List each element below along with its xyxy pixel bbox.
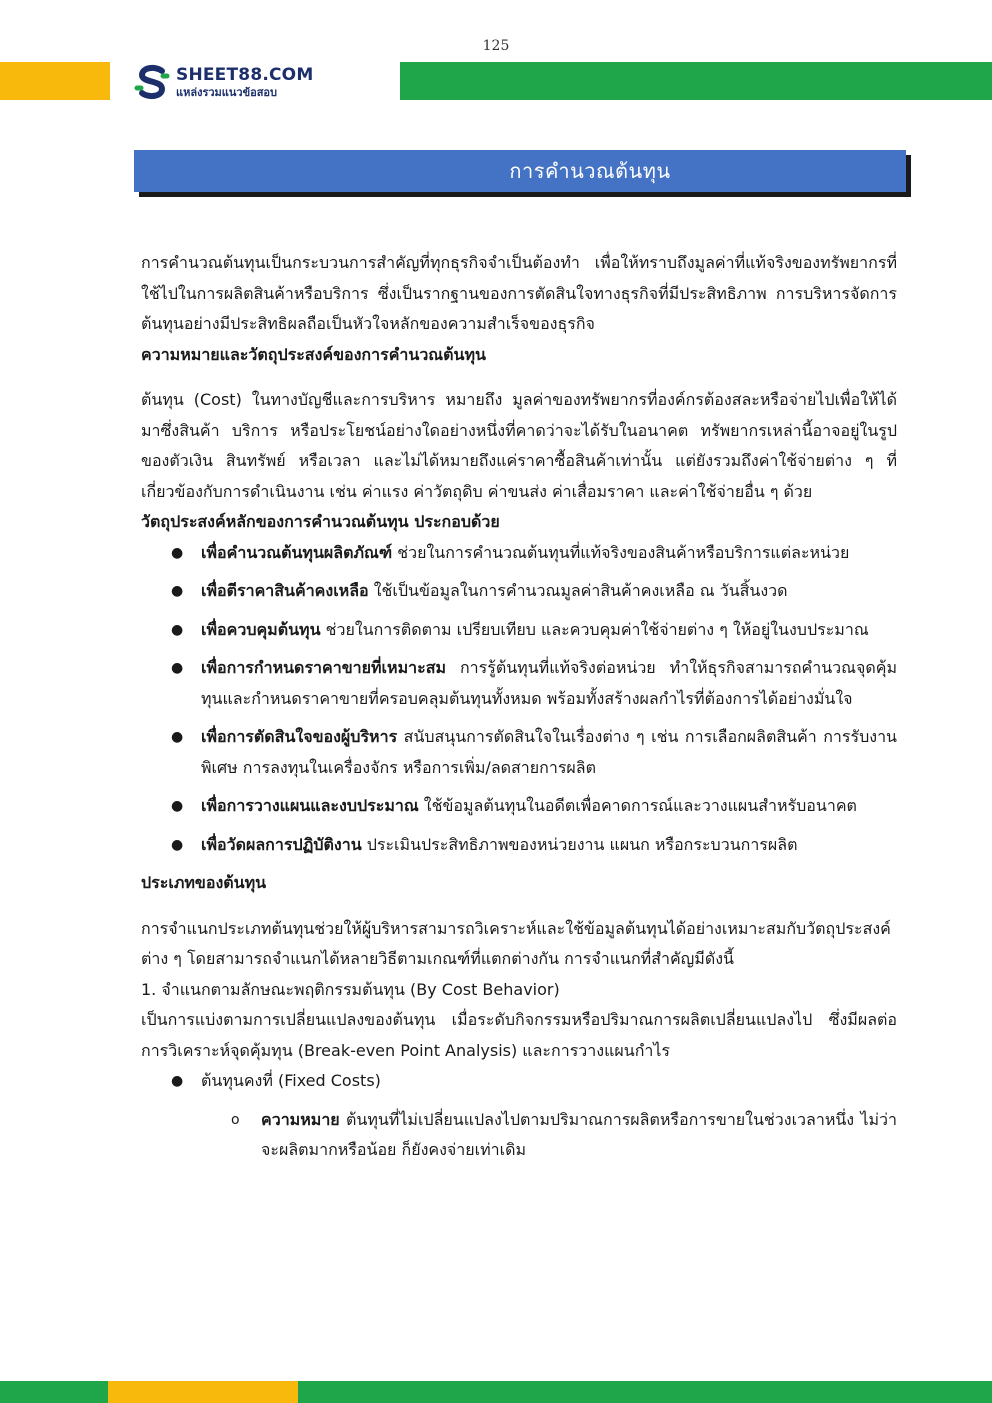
footer-band bbox=[0, 1381, 992, 1403]
list-item bbox=[141, 830, 897, 861]
page-title: การคำนวณต้นทุน bbox=[509, 159, 671, 183]
objective-title: เพื่อการกำหนดราคาขายที่เหมาะสม bbox=[201, 658, 446, 677]
objective-text: การรู้ต้นทุนที่แท้จริงต่อหน่วย ทำให้ธุรกิจสามารถคำนวณจุดคุ้มทุนและกำหนดราคาขายที่ครอบคลุมต้นทุนทั้งหมด พร้อมทั้งสร้างผลกำไรที่ต้องการได้อย่างมั่นใจ bbox=[201, 658, 897, 708]
objective-title: เพื่อคำนวณต้นทุนผลิตภัณฑ์ bbox=[201, 542, 393, 562]
list-item bbox=[141, 576, 897, 607]
page-number: 125 bbox=[482, 38, 510, 54]
objective-text: ใช้ข้อมูลต้นทุนในอดีตเพื่อคาดการณ์และวางแผนสำหรับอนาคต bbox=[418, 796, 857, 815]
intro-paragraph: การคำนวณต้นทุนเป็นกระบวนการสำคัญที่ทุกธุรกิจจำเป็นต้องทำ เพื่อให้ทราบถึงมูลค่าที่แท้จริงของทรัพยากรที่ใช้ไปในการผลิตสินค้าหรือบริการ ซึ่งเป็นรากฐานของการตัดสินใจทางธุรกิจที่มีประสิทธิภาพ การบริหารจัดการต้นทุนอย่างมีประสิทธิผลถือเป็นหัวใจหลักของความสำเร็จของธุรกิจ bbox=[141, 253, 897, 333]
bullet-icon: ● bbox=[171, 1073, 184, 1089]
bullet-icon: ● bbox=[171, 621, 184, 638]
list-item bbox=[141, 791, 897, 822]
objective-text: สนับสนุนการตัดสินใจในเรื่องต่าง ๆ เช่น การเลือกผลิตสินค้า การรับงานพิเศษ การลงทุนในเครื่องจักร หรือการเพิ่ม/ลดสายการผลิต bbox=[201, 727, 897, 777]
objective-text: ช่วยในการติดตาม เปรียบเทียบ และควบคุมค่าใช้จ่ายต่าง ๆ ให้อยู่ในงบประมาณ bbox=[320, 619, 869, 639]
list-item bbox=[141, 653, 897, 714]
bullet-icon: ● bbox=[171, 583, 184, 599]
objective-title: เพื่อการตัดสินใจของผู้บริหาร bbox=[201, 727, 398, 746]
list-item bbox=[141, 538, 897, 569]
footer-green-stripe-left bbox=[0, 1381, 108, 1403]
section-meaning-heading: ความหมายและวัตถุประสงค์ของการคำนวณต้นทุน bbox=[141, 344, 486, 364]
cost-behavior-list bbox=[141, 1066, 897, 1097]
bullet-icon: ● bbox=[171, 798, 184, 814]
objective-text: ใช้เป็นข้อมูลในการคำนวณมูลค่าสินค้าคงเหลือ ณ วันสิ้นงวด bbox=[368, 581, 788, 600]
header-yellow-stripe bbox=[0, 62, 110, 100]
cost-behavior-paragraph: เป็นการแบ่งตามการเปลี่ยนแปลงของต้นทุน เมื่อระดับกิจกรรมหรือปริมาณการผลิตเปลี่ยนแปลงไป ซึ่งมีผลต่อการวิเคราะห์จุดคุ้มทุน (Break-even Point Analysis) และการวางแผนกำไร bbox=[141, 1010, 897, 1060]
cost-types-heading: ประเภทของต้นทุน bbox=[141, 873, 267, 892]
objective-title: เพื่อการวางแผนและงบประมาณ bbox=[201, 796, 419, 815]
logo-subtitle: แหล่งรวมแนวข้อสอบ bbox=[176, 85, 278, 99]
objective-text: ประเมินประสิทธิภาพของหน่วยงาน แผนก หรือกระบวนการผลิต bbox=[361, 834, 798, 854]
bullet-icon: ● bbox=[171, 660, 184, 676]
bullet-icon: ● bbox=[171, 836, 184, 853]
objectives-list bbox=[141, 538, 897, 861]
header-green-stripe bbox=[400, 62, 992, 100]
fixed-costs-meaning bbox=[141, 1105, 897, 1166]
cost-definition-paragraph: ต้นทุน (Cost) ในทางบัญชีและการบริหาร หมายถึง มูลค่าของทรัพยากรที่องค์กรต้องสละหรือจ่ายไปเพื่อให้ได้มาซึ่งสินค้า บริการ หรือประโยชน์อย่างใดอย่างหนึ่งที่คาดว่าจะได้รับในอนาคต ทรัพยากรเหล่านี้อาจอยู่ในรูปของตัวเงิน สินทรัพย์ หรือเวลา และไม่ได้หมายถึงแค่ราคาซื้อสินค้าเท่านั้น แต่ยังรวมถึงค่าใช้จ่ายต่าง ๆ ที่เกี่ยวข้องกับการดำเนินงาน เช่น ค่าแรง ค่าวัตถุดิบ ค่าขนส่ง ค่าเสื่อมราคา และค่าใช้จ่ายอื่น ๆ ด้วย bbox=[141, 390, 897, 501]
meaning-text: ต้นทุนที่ไม่เปลี่ยนแปลงไปตามปริมาณการผลิตหรือการขายในช่วงเวลาหนึ่ง ไม่ว่าจะผลิตมากหรือน้อย ก็ยังคงจ่ายเท่าเดิม bbox=[261, 1109, 897, 1159]
section-title-box bbox=[134, 150, 906, 192]
cost-behavior-heading: 1. จำแนกตามลักษณะพฤติกรรมต้นทุน (By Cost Behavior) bbox=[141, 979, 560, 999]
footer-green-stripe-right bbox=[298, 1381, 992, 1403]
bullet-icon: ● bbox=[171, 729, 184, 745]
brand-logo bbox=[134, 62, 313, 102]
bullet-icon: ● bbox=[171, 544, 184, 561]
list-item bbox=[141, 722, 897, 783]
objective-title: เพื่อตีราคาสินค้าคงเหลือ bbox=[201, 581, 369, 600]
logo-title: SHEET88.COM bbox=[176, 64, 314, 85]
fixed-costs-label: ต้นทุนคงที่ (Fixed Costs) bbox=[201, 1071, 381, 1090]
list-item bbox=[141, 1066, 897, 1097]
document-body bbox=[141, 248, 897, 1166]
footer-yellow-stripe bbox=[108, 1381, 298, 1403]
circle-bullet-icon: o bbox=[231, 1111, 240, 1128]
objectives-heading: วัตถุประสงค์หลักของการคำนวณต้นทุน ประกอบด้วย bbox=[141, 512, 500, 531]
objective-text: ช่วยในการคำนวณต้นทุนที่แท้จริงของสินค้าหรือบริการแต่ละหน่วย bbox=[392, 542, 850, 562]
objective-title: เพื่อวัดผลการปฏิบัติงาน bbox=[201, 834, 362, 854]
sheet88-logo-icon bbox=[134, 64, 170, 100]
meaning-label: ความหมาย bbox=[261, 1109, 340, 1129]
objective-title: เพื่อควบคุมต้นทุน bbox=[201, 619, 321, 639]
list-item bbox=[141, 615, 897, 646]
cost-types-paragraph: การจำแนกประเภทต้นทุนช่วยให้ผู้บริหารสามารถวิเคราะห์และใช้ข้อมูลต้นทุนได้อย่างเหมาะสมกับวัตถุประสงค์ต่าง ๆ โดยสามารถจำแนกได้หลายวิธีตามเกณฑ์ที่แตกต่างกัน การจำแนกที่สำคัญมีดังนี้ bbox=[141, 918, 891, 968]
